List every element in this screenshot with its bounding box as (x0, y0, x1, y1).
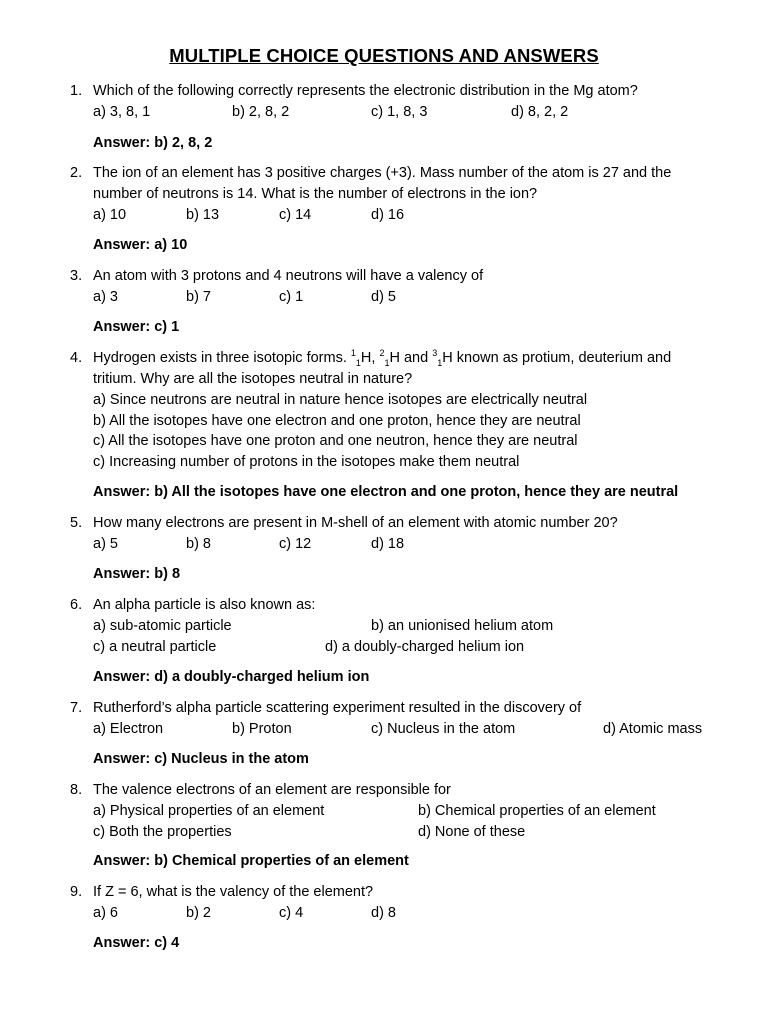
question-number: 9. (70, 884, 83, 900)
answer: Answer: b) 8 (93, 566, 181, 582)
option: b) Chemical properties of an element (418, 803, 656, 819)
option: d) None of these (418, 824, 526, 840)
option: c) Both the properties (93, 824, 232, 840)
option: c) 1 (279, 289, 304, 305)
option: b) 7 (186, 289, 211, 305)
option: b) Proton (232, 721, 292, 737)
question-number: 4. (70, 350, 83, 366)
option: a) Physical properties of an element (93, 803, 325, 819)
answer: Answer: c) 1 (93, 319, 180, 335)
page-title: MULTIPLE CHOICE QUESTIONS AND ANSWERS (169, 45, 599, 66)
answer: Answer: c) Nucleus in the atom (93, 751, 309, 767)
question-number: 2. (70, 165, 83, 181)
option: a) 3 (93, 289, 118, 305)
option: d) 8 (371, 905, 396, 921)
option: a) Since neutrons are neutral in nature hence isotopes are electrically neutral (93, 392, 588, 408)
option: a) 6 (93, 905, 118, 921)
option: a) sub-atomic particle (93, 618, 232, 634)
question-text: An alpha particle is also known as: (93, 597, 316, 613)
question-text: Rutherford’s alpha particle scattering experiment resulted in the discovery of (93, 700, 582, 716)
question-text: How many electrons are present in M-shell of an element with atomic number 20? (93, 515, 618, 531)
option: b) 8 (186, 536, 211, 552)
option: a) 5 (93, 536, 118, 552)
question-number: 1. (70, 83, 83, 99)
answer: Answer: c) 4 (93, 935, 180, 951)
option: d) 8, 2, 2 (511, 104, 569, 120)
option: d) 5 (371, 289, 396, 305)
option: c) 12 (279, 536, 312, 552)
question-text: The ion of an element has 3 positive charges (+3). Mass number of the atom is 27 and the (93, 165, 672, 181)
option: a) 10 (93, 207, 127, 223)
option: a) 3, 8, 1 (93, 104, 151, 120)
option: c) 14 (279, 207, 312, 223)
answer: Answer: b) Chemical properties of an element (93, 853, 409, 869)
question-number: 7. (70, 700, 83, 716)
question-number: 5. (70, 515, 83, 531)
option: c) 4 (279, 905, 304, 921)
option: b) All the isotopes have one electron and one proton, hence they are neutral (93, 413, 581, 429)
option: c) a neutral particle (93, 639, 217, 655)
option: c) 1, 8, 3 (371, 104, 428, 120)
answer: Answer: b) 2, 8, 2 (93, 135, 213, 151)
question-number: 6. (70, 597, 83, 613)
option: c) Increasing number of protons in the isotopes make them neutral (93, 454, 520, 470)
answer: Answer: d) a doubly-charged helium ion (93, 669, 370, 685)
question-text: Hydrogen exists in three isotopic forms. $^1_1$H, $^2_1$H and $^3_1$H known as protium, deuterium and (93, 348, 672, 368)
option: d) 18 (371, 536, 405, 552)
option: b) 2 (186, 905, 211, 921)
option: b) 13 (186, 207, 220, 223)
answer: Answer: b) All the isotopes have one electron and one proton, hence they are neutral (93, 484, 679, 500)
question-text: The valence electrons of an element are responsible for (93, 782, 451, 798)
question-number: 8. (70, 782, 83, 798)
question-number: 3. (70, 268, 83, 284)
option: c) All the isotopes have one proton and one neutron, hence they are neutral (93, 433, 578, 449)
question-text: tritium. Why are all the isotopes neutral in nature? (93, 371, 413, 387)
answer: Answer: a) 10 (93, 237, 188, 253)
question-text: If Z = 6, what is the valency of the element? (93, 884, 374, 900)
option: b) 2, 8, 2 (232, 104, 290, 120)
option: a) Electron (93, 721, 164, 737)
option: d) a doubly-charged helium ion (325, 639, 525, 655)
option: b) an unionised helium atom (371, 618, 554, 634)
option: d) 16 (371, 207, 405, 223)
option: d) Atomic mass (603, 721, 703, 737)
question-text: Which of the following correctly represents the electronic distribution in the Mg atom? (93, 83, 638, 99)
option: c) Nucleus in the atom (371, 721, 516, 737)
question-text: number of neutrons is 14. What is the number of electrons in the ion? (93, 186, 538, 202)
question-text: An atom with 3 protons and 4 neutrons will have a valency of (93, 268, 484, 284)
